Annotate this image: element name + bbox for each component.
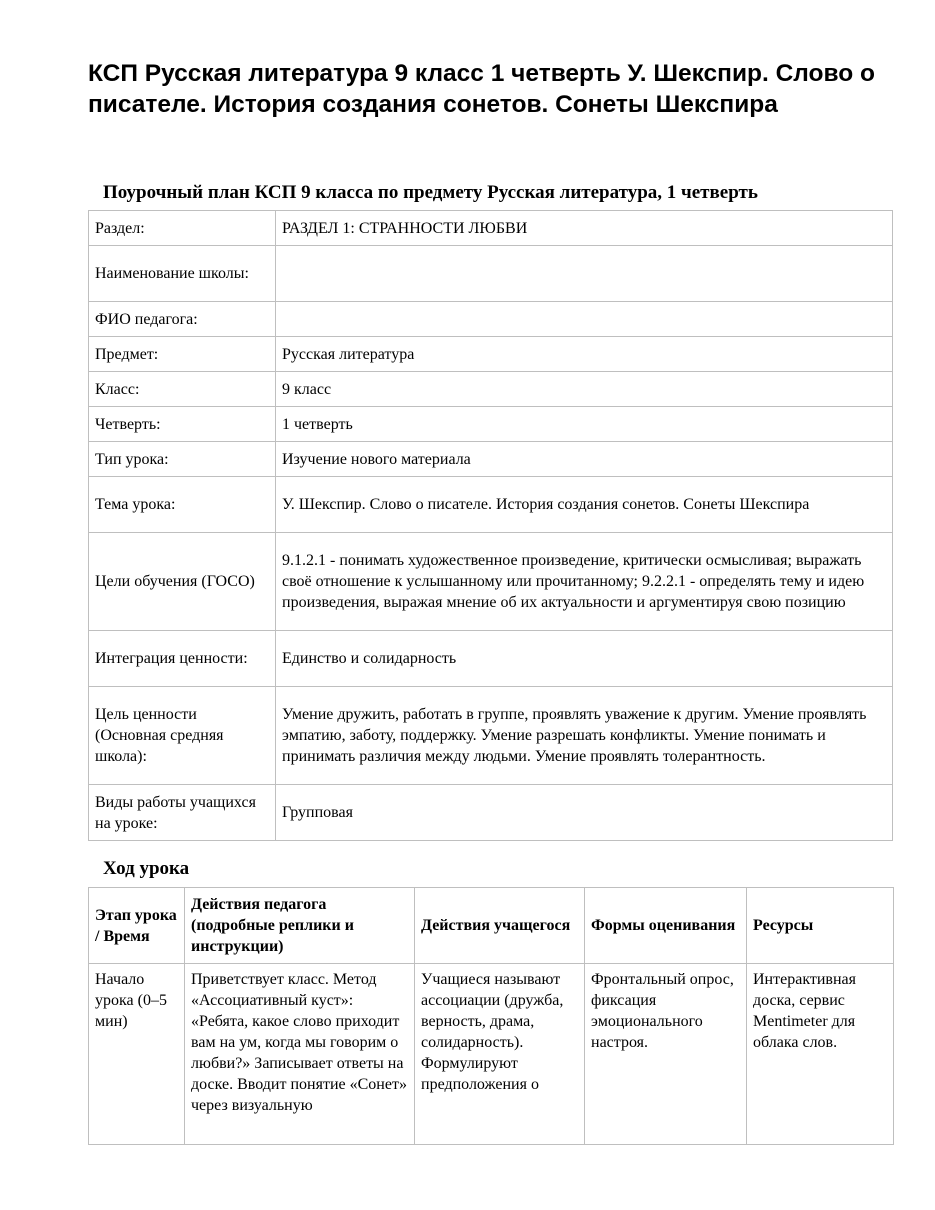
row-value-learning-goals: 9.1.2.1 - понимать художественное произведение, критически осмысливая; выражать своё отношение к услышанному или прочитанному; 9.2.2.1 - определять тему и идею произведения, выражая мнение об их актуальности и аргументируя свою позицию bbox=[276, 533, 893, 631]
cell-stage-text: Начало урока (0–5 мин) bbox=[95, 971, 167, 1030]
row-value-school bbox=[276, 246, 893, 302]
row-value-value-goal: Умение дружить, работать в группе, проявлять уважение к другим. Умение проявлять эмпатию, заботу, поддержку. Умение разрешать конфликты. Умение понимать и принимать различия между людьми. Умение проявлять толерантность. bbox=[276, 687, 893, 785]
table-row bbox=[89, 964, 894, 1145]
cell-assessment bbox=[585, 964, 747, 1145]
document-title: КСП Русская литература 9 класс 1 четверть У. Шекспир. Слово о писателе. История создания сонетов. Сонеты Шекспира bbox=[88, 60, 875, 118]
row-value-lesson-type: Изучение нового материала bbox=[276, 442, 893, 477]
table-row bbox=[89, 211, 893, 246]
row-value-value-integration: Единство и солидарность bbox=[276, 631, 893, 687]
table-row bbox=[89, 337, 893, 372]
row-label-teacher: ФИО педагога: bbox=[89, 302, 276, 337]
row-label-work-types: Виды работы учащихся на уроке: bbox=[89, 785, 276, 841]
row-label-grade: Класс: bbox=[89, 372, 276, 407]
table-row bbox=[89, 631, 893, 687]
row-value-teacher bbox=[276, 302, 893, 337]
table-row bbox=[89, 407, 893, 442]
row-label-lesson-type: Тип урока: bbox=[89, 442, 276, 477]
cell-teacher-actions bbox=[185, 964, 415, 1145]
table-row bbox=[89, 302, 893, 337]
header-resources: Ресурсы bbox=[747, 888, 894, 964]
row-label-subject: Предмет: bbox=[89, 337, 276, 372]
cell-teacher-actions-text: Приветствует класс. Метод «Ассоциативный куст»: «Ребята, какое слово приходит вам на ум, когда мы говорим о любви?» Записывает ответы на доске. Вводит понятие «Сонет» через визуальную bbox=[191, 971, 407, 1114]
lesson-info-table bbox=[88, 210, 893, 841]
row-value-lesson-topic: У. Шекспир. Слово о писателе. История создания сонетов. Сонеты Шекспира bbox=[276, 477, 893, 533]
plan-subtitle: Поурочный план КСП 9 класса по предмету Русская литература, 1 четверть bbox=[103, 182, 758, 203]
row-label-value-goal: Цель ценности (Основная средняя школа): bbox=[89, 687, 276, 785]
header-assessment: Формы оценивания bbox=[585, 888, 747, 964]
table-row bbox=[89, 246, 893, 302]
row-label-lesson-topic: Тема урока: bbox=[89, 477, 276, 533]
row-label-quarter: Четверть: bbox=[89, 407, 276, 442]
table-row bbox=[89, 477, 893, 533]
row-value-grade: 9 класс bbox=[276, 372, 893, 407]
header-teacher-actions: Действия педагога (подробные реплики и инструкции) bbox=[185, 888, 415, 964]
cell-stage bbox=[89, 964, 185, 1145]
table-row bbox=[89, 372, 893, 407]
cell-resources-text: Интерактивная доска, сервис Mentimeter для облака слов. bbox=[753, 971, 857, 1051]
cell-student-actions bbox=[415, 964, 585, 1145]
row-value-work-types: Групповая bbox=[276, 785, 893, 841]
cell-resources bbox=[747, 964, 894, 1145]
row-value-quarter: 1 четверть bbox=[276, 407, 893, 442]
row-label-school: Наименование школы: bbox=[89, 246, 276, 302]
table-row bbox=[89, 442, 893, 477]
table-row bbox=[89, 533, 893, 631]
header-stage: Этап урока / Время bbox=[89, 888, 185, 964]
row-label-learning-goals: Цели обучения (ГОСО) bbox=[89, 533, 276, 631]
row-value-section: РАЗДЕЛ 1: СТРАННОСТИ ЛЮБВИ bbox=[276, 211, 893, 246]
document-page bbox=[88, 58, 893, 1114]
cell-assessment-text: Фронтальный опрос, фиксация эмоционального настроя. bbox=[591, 971, 734, 1051]
lesson-progress-title: Ход урока bbox=[103, 858, 190, 879]
header-student-actions: Действия учащегося bbox=[415, 888, 585, 964]
lesson-progress-table bbox=[88, 887, 894, 1145]
table-row bbox=[89, 785, 893, 841]
cell-student-actions-text: Учащиеся называют ассоциации (дружба, верность, драма, солидарность). Формулируют предположения о bbox=[421, 971, 564, 1093]
table-header-row bbox=[89, 888, 894, 964]
row-value-subject: Русская литература bbox=[276, 337, 893, 372]
row-label-section: Раздел: bbox=[89, 211, 276, 246]
row-label-value-integration: Интеграция ценности: bbox=[89, 631, 276, 687]
table-row bbox=[89, 687, 893, 785]
